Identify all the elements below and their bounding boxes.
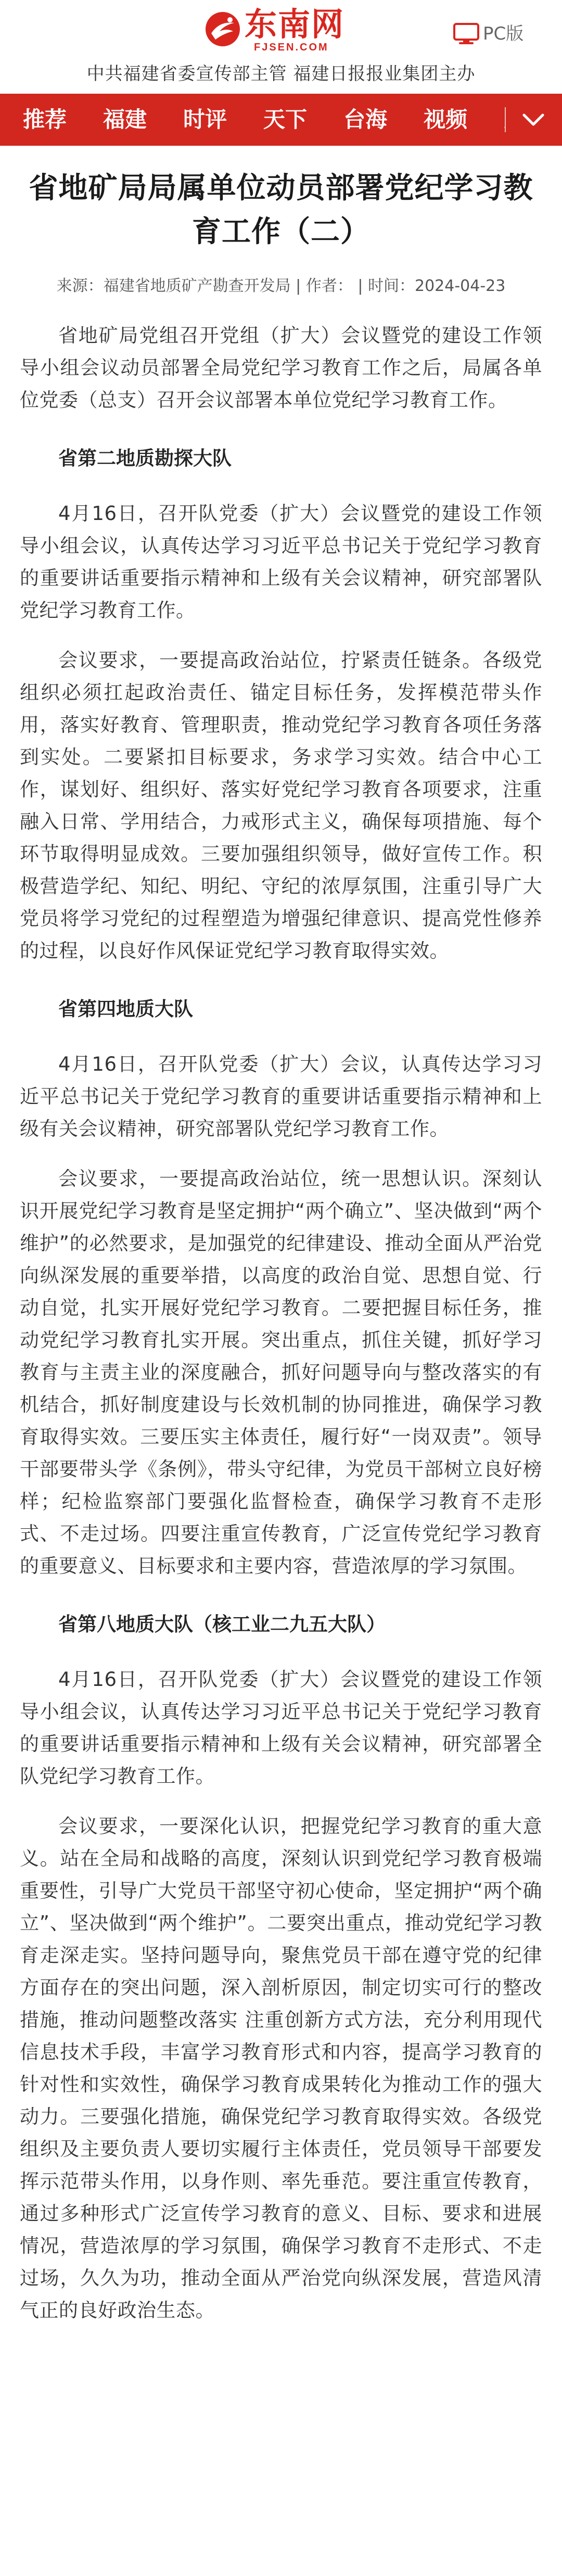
sponsor-line: 中共福建省委宣传部主管 福建日报报业集团主办: [86, 64, 476, 84]
paragraph: 4月16日，召开队党委（扩大）会议暨党的建设工作领导小组会议，认真传达学习习近平总书记关于党纪学习教育的重要讲话重要指示精神和上级有关会议精神，研究部署队党纪学习教育工作。: [20, 502, 542, 621]
paragraph: 会议要求，一要深化认识，把握党纪学习教育的重大意义。站在全局和战略的高度，深刻认识到党纪学习教育极端重要性，引导广大党员干部坚守初心使命，坚定拥护“两个确立”、坚决做到“两个维护”。二要突出重点，推动党纪学习教育走深走实。坚持问题导向，聚焦党员干部在遵守党的纪律方面存在的突出问题，深入剖析原因，制定切实可行的整改措施，推动问题整改落实 注重创新方式方法，充分利用现代信息技术手段，丰富学习教育形式和内容，提高学习教育的针对性和实效性，确保学习教育成果转化为推动工作的强大动力。三要强化措施，确保党纪学习教育取得实效。各级党组织及主要负责人要切实履行主体责任，党员领导干部要发挥示范带头作用，以身作则、率先垂范。要注重宣传教育，通过多种形式广泛宣传学习教育的意义、目标、要求和进展情况，营造浓厚的学习氛围，确保学习教育不走形式、不走过场，久久为功，推动全面从严治党向纵深发展，营造风清气正的良好政治生态。: [20, 1815, 542, 2321]
article-body: [20, 320, 542, 2327]
nav-tab-taiwan-strait[interactable]: 台海: [343, 107, 388, 132]
chevron-down-icon: [521, 112, 545, 128]
fjsen-logo-icon: [204, 10, 241, 48]
logo-domain: FJSEN.COM: [254, 42, 329, 53]
paragraph: 4月16日，召开队党委（扩大）会议，认真传达学习习近平总书记关于党纪学习教育的重要讲话重要指示精神和上级有关会议精神，研究部署队党纪学习教育工作。: [20, 1053, 542, 1140]
section-heading: 省第二地质勘探大队: [58, 447, 232, 469]
logo-text: 东南网: [245, 5, 345, 43]
channel-nav: [0, 94, 562, 146]
site-logo[interactable]: [204, 7, 360, 54]
nav-tab-world[interactable]: 天下: [263, 107, 308, 132]
nav-tab-commentary[interactable]: 时评: [183, 107, 227, 132]
intro-paragraph: 省地矿局党组召开党组（扩大）会议暨党的建设工作领导小组会议动员部署全局党纪学习教育工作之后，局属各单位党委（总支）召开会议部署本单位党纪学习教育工作。: [20, 324, 542, 411]
nav-divider: [505, 107, 506, 132]
channel-nav-items: [0, 94, 505, 146]
monitor-icon: [453, 22, 480, 45]
article-meta: 来源：福建省地质矿产勘查开发局 | 作者： | 时间：2024-04-23: [56, 277, 506, 295]
section-heading: 省第八地质大队（核工业二九五大队）: [58, 1613, 386, 1635]
pc-version-label: PC版: [483, 23, 524, 44]
nav-tab-video[interactable]: 视频: [424, 107, 468, 132]
paragraph: 4月16日，召开队党委（扩大）会议暨党的建设工作领导小组会议，认真传达学习习近平总书记关于党纪学习教育的重要讲话重要指示精神和上级有关会议精神，研究部署全队党纪学习教育工作。: [20, 1668, 542, 1787]
nav-expand-button[interactable]: [505, 94, 562, 146]
article-title: 省地矿局局属单位动员部署党纪学习教育工作（二）: [29, 171, 533, 249]
nav-tab-fujian[interactable]: 福建: [103, 107, 147, 132]
pc-version-link[interactable]: [453, 21, 523, 47]
nav-tab-recommend[interactable]: 推荐: [23, 107, 67, 132]
section-heading: 省第四地质大队: [58, 998, 193, 1020]
article: [0, 167, 562, 2327]
site-header: [0, 0, 562, 55]
paragraph: 会议要求，一要提高政治站位，统一思想认识。深刻认识开展党纪学习教育是坚定拥护“两个确立”、坚决做到“两个维护”的必然要求，是加强党的纪律建设、推动全面从严治党向纵深发展的重要举措，以高度的政治自觉、思想自觉、行动自觉，扎实开展好党纪学习教育。二要把握目标任务，推动党纪学习教育扎实开展。突出重点，抓住关键，抓好学习教育与主责主业的深度融合，抓好问题导向与整改落实的有机结合，抓好制度建设与长效机制的协同推进，确保学习教育取得实效。三要压实主体责任，履行好“一岗双责”。领导干部要带头学《条例》，带头守纪律，为党员干部树立良好榜样；纪检监察部门要强化监督检查，确保学习教育不走形式、不走过场。四要注重宣传教育，广泛宣传党纪学习教育的重要意义、目标要求和主要内容，营造浓厚的学习氛围。: [20, 1168, 542, 1577]
paragraph: 会议要求，一要提高政治站位，拧紧责任链条。各级党组织必须扛起政治责任、锚定目标任务，发挥模范带头作用，落实好教育、管理职责，推动党纪学习教育各项任务落到实处。二要紧扣目标要求，务求学习实效。结合中心工作，谋划好、组织好、落实好党纪学习教育各项要求，注重融入日常、学用结合，力戒形式主义，确保每项措施、每个环节取得明显成效。三要加强组织领导，做好宣传工作。积极营造学纪、知纪、明纪、守纪的浓厚氛围，注重引导广大党员将学习党纪的过程塑造为增强纪律意识、提高党性修养的过程，以良好作风保证党纪学习教育取得实效。: [20, 649, 542, 962]
